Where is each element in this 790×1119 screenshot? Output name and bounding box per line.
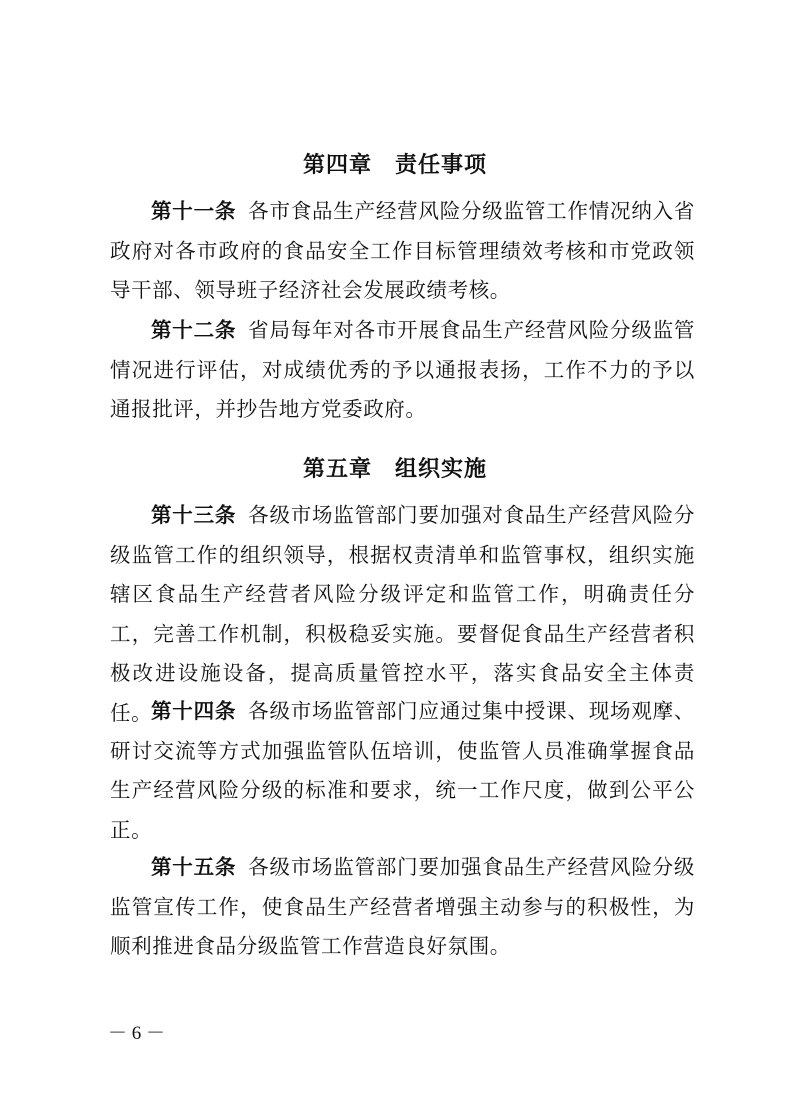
article-text: 省局每年对各市开展食品生产经营风险分级监管情况进行评估，对成绩优秀的予以通报表扬，工作不力的予以通报批评，并抄告地方党委政府。: [110, 318, 695, 421]
article-11: [110, 192, 695, 311]
article-number: 第十二条: [151, 318, 237, 342]
article-text: 各级市场监管部门要加强对食品生产经营风险分级监管工作的组织领导，根据权责清单和监管事权，组织实施辖区食品生产经营者风险分级评定和监管工作，明确责任分工，完善工作机制，积极稳妥实施。要督促食品生产经营者积极改进设施设备，提高质量管控水平，落实食品安全主体责任。: [110, 503, 695, 725]
article-number: 第十四条: [151, 699, 237, 723]
article-text: 各市食品生产经营风险分级监管工作情况纳入省政府对各市政府的食品安全工作目标管理绩效考核和市党政领导干部、领导班子经济社会发展政绩考核。: [110, 199, 695, 302]
article-14: [110, 692, 695, 850]
article-number: 第十五条: [151, 855, 237, 879]
article-number: 第十三条: [151, 503, 237, 527]
article-number: 第十一条: [151, 199, 237, 223]
article-15: [110, 848, 695, 967]
chapter-heading-4: 第四章 责任事项: [302, 152, 487, 178]
chapter-heading-5: 第五章 组织实施: [302, 456, 487, 482]
article-12: [110, 311, 695, 430]
article-text: 各级市场监管部门要加强食品生产经营风险分级监管宣传工作，使食品生产经营者增强主动参与的积极性，为顺利推进食品分级监管工作营造良好氛围。: [110, 855, 695, 958]
page-number: － 6 －: [108, 1023, 166, 1044]
article-text: 各级市场监管部门应通过集中授课、现场观摩、研讨交流等方式加强监管队伍培训，使监管人员准确掌握食品生产经营风险分级的标准和要求，统一工作尺度，做到公平公正。: [110, 699, 695, 842]
